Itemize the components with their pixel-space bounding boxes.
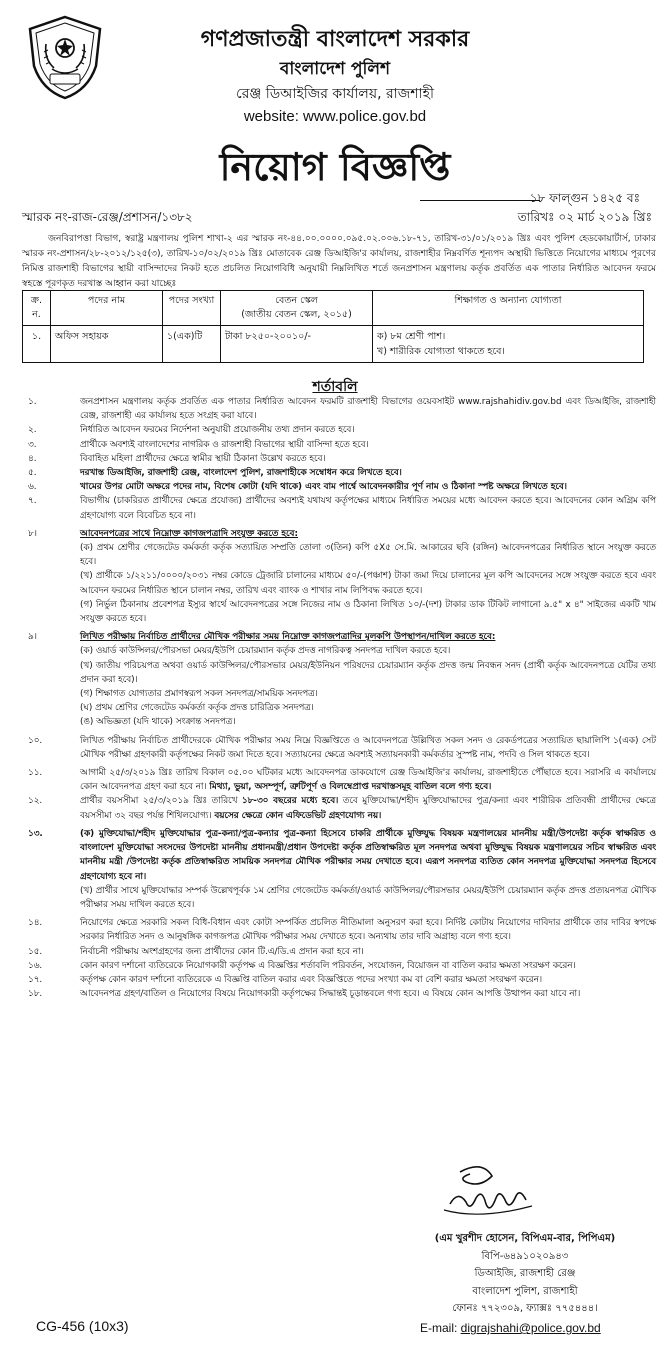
term-body (80, 794, 656, 822)
term-number: ৯। (28, 632, 37, 643)
notice-title: নিয়োগ বিজ্ঞপ্তি (219, 144, 451, 189)
term-subitem: (খ) প্রার্থীকে ১/২২১১/০০০০/২০৩১ নম্বর কোডে ট্রেজারি চালানের মাধ্যমে ৫০/-(পঞ্চাশ) টাকা জমা দিয়ে চালানের মূল কপি আবেদনের সঙ্গে সংযুক্ত করতে হবে এবং আবেদন ফরমের নির্ধারিত স্থানে চালান নম্বর, তারিখ এবং ব্যাংক ও শাখার নাম লিপিবদ্ধ করতে হবে। (80, 571, 656, 596)
cell-qualification (373, 326, 644, 363)
term-subitem: (ক) ওয়ার্ড কাউন্সিলর/পৌরসভা মেয়র/ইউপি চেয়ারম্যান কর্তৃক প্রদত্ত নাগরিকত্ব সনদপত্র দাখিল করতে হবে। (80, 646, 451, 657)
intro-paragraph: জনবিরাপত্তা বিভাগ, স্বরাষ্ট্র মন্ত্রণালয় পুলিশ শাখা-২ এর স্মারক নং-৪৪.০০.০০০০.০৯৫.০২.০০৬.১৮-৭১, তারিখ-৩১/০১/২০১৯ খ্রিঃ এবং পুলিশ হেডকোয়ার্টার্স, ঢাকার স্মারক নং-প্রশাসন/২৮-২০১২/১২৫(৩), তারিখ-১০/০২/২০১৯ খ্রিঃ মোতাবেক রেঞ্জ ডিআইজি'র কার্যালয়, রাজশাহীর নিম্নবর্ণিত শূন্যপদ অস্থায়ী ভিত্তিতে নিয়োগের মাধ্যমে পূরণের নিমিত্ত রাজশাহী বিভাগের স্থায়ী বাসিন্দাদের নিকট হতে প্রচলিত নিয়োগবিধি অনুযায়ী নিম্নলিখিত শর্তে জনপ্রশাসন মন্ত্রণালয় কর্তৃক প্রবর্তিত এক পাতার নির্ধারিত আবেদন ফরমে স্বহস্তে পূরণকৃত দরখাস্ত আহ্বান করা যাচ্ছেঃ (22, 234, 656, 289)
term-text: জনপ্রশাসন মন্ত্রণালয় কর্তৃক প্রবর্তিত এক পাতার নির্ধারিত আবেদন ফরমটি রাজশাহী বিভাগের ওয়েবসাইট www.rajshahidiv.gov.bd এবং ডিআইজি, রাজশাহী রেঞ্জ, রাজশাহী এর কার্যালয় হতে সংগ্রহ করা যাবে। (80, 397, 656, 422)
term-number: ১১. (28, 768, 43, 779)
term-number: ৭. (28, 496, 37, 507)
col-serial: ক্র. ন. (23, 291, 51, 326)
term-number: ৬. (28, 482, 37, 493)
pay-scale-sub: (জাতীয় বেতন স্কেল, ২০১৫) (241, 309, 352, 320)
signatory-designation: ডিআইজি, রাজশাহী রেঞ্জ (474, 1268, 576, 1279)
memo-number: স্মারক নং-রাজ-রেঞ্জ/প্রশাসন/১৩৮২ (22, 210, 193, 224)
qualification-item: ক) ৮ম শ্রেণী পাশ। (377, 331, 446, 342)
publication-code: CG-456 (10x3) (36, 1318, 129, 1334)
cell-pay-scale: টাকা ৮২৫০-২০০১০/- (221, 326, 373, 363)
term-body (80, 827, 656, 912)
cell-post-count: ১(এক)টি (163, 326, 221, 363)
term-item (22, 794, 656, 822)
term-text: বিভাগীয় (চাকরিরত প্রার্থীদের ক্ষেত্রে প্রযোজ্য) প্রার্থীদের অবশ্যই যথাযথ কর্তৃপক্ষের মাধ্যমে নির্ধারিত সময়ের মধ্যে আবেদন করতে হবে। আবেদনের কোন অগ্রিম কপি গ্রহণযোগ্য বলে বিবেচিত হবে না। (80, 496, 656, 521)
term-text: প্রার্থীর বয়সসীমা ২৫/৩/২০১৯ খ্রিঃ তারিখে (80, 796, 242, 807)
term-item (22, 395, 656, 423)
qualification-item: খ) শারীরিক যোগ্যতা থাকতে হবে। (377, 346, 505, 357)
term-item (22, 959, 656, 973)
term-text: তবে মুক্তিযোদ্ধা/শহীদ মুক্তিযোদ্ধাদের পুত্র/কন্যা এবং শারীরিক প্রতিবন্ধী প্রার্থীদের ক্ষেত্রে বয়সসীমা ৩২ বছর পর্যন্ত শিথিলযোগ্য। (80, 796, 656, 821)
terms-heading: শর্তাবলি (312, 379, 358, 395)
term-number: ১৭. (28, 974, 43, 985)
date-bangla: ১৮ ফাল্গুন ১৪২৫ বঃ (529, 191, 640, 205)
term-text: কোন কারণ দর্শানো ব্যতিরেকে নিয়োগকারী কর্তৃপক্ষ এ বিজ্ঞপ্তির শর্তাবলি পরিবর্তন, সংযোজন, বিয়োজন বা বাতিল করার ক্ষমতা সংরক্ষণ করেন। (80, 960, 576, 971)
term-item (22, 452, 656, 466)
term-body (80, 527, 656, 626)
term-number: ৫. (28, 468, 37, 479)
term-item (22, 987, 656, 1001)
handwritten-signature (430, 1158, 540, 1226)
term-item (22, 827, 656, 912)
term-number: ১৮. (28, 989, 43, 1000)
term-text: লিখিত পরীক্ষায় নির্বাচিত প্রার্থীদেরকে মৌখিক পরীক্ষার সময় নিম্নে বিজ্ঞপ্তিতে ও আবেদনপত্রে উল্লিখিত সকল সনদ ও রেকর্ডপত্রের সত্যায়িত ছায়ালিপি ১(এক) সেট মৌখিক পরীক্ষা গ্রহণকারী কর্তৃপক্ষের নিকট জমা দিতে হবে। সত্যায়নের ক্ষেত্রে অবশ্যই সত্যায়নকারী কর্মকর্তার সুস্পষ্ট নাম, পদবি ও সিল থাকতে হবে। (80, 735, 656, 760)
term-number: ১৫. (28, 946, 43, 957)
post-table-header (23, 291, 644, 326)
office-name: রেঞ্জ ডিআইজির কার্যালয়, রাজশাহী (236, 86, 434, 102)
term-item (22, 494, 656, 522)
term-subitem: (ঘ) প্রথম শ্রেণির গেজেটেড কর্মকর্তা কর্তৃক প্রদত্ত চারিত্রিক সনদপত্র। (80, 703, 314, 714)
term-subitem: (ক) প্রথম শ্রেণীর গেজেটেড কর্মকর্তা কর্তৃক সত্যায়িত সম্প্রতি তোলা ৩(তিন) কপি ৫X৫ সে.মি. আকারের ছবি (রঙ্গিন) আবেদনপত্রের নির্ধারিত স্থানে সংযুক্ত করতে হবে। (80, 543, 656, 568)
term-text: দরখাস্ত ডিআইজি, রাজশাহী রেঞ্জ, বাংলাদেশ পুলিশ, রাজশাহীকে সম্বোধন করে লিখতে হবে। (80, 468, 402, 479)
signatory-bp: বিপি-৬৪৯১০২০৯৪৩ (481, 1250, 569, 1262)
letterhead (12, 0, 658, 140)
post-table (22, 290, 644, 363)
term-number: ৪. (28, 453, 37, 464)
date-gregorian: তারিখঃ ০২ মার্চ ২০১৯ খ্রিঃ (517, 210, 652, 224)
term-subitem: (খ) জাতীয় পরিচয়পত্র অথবা ওয়ার্ড কাউন্সিলর/পৌরসভার মেয়র/ইউনিয়ন পরিষদের চেয়ারম্যান কর্তৃক প্রদত্ত জন্ম নিবন্ধন সনদ (প্রার্থী কর্তৃক আবেদনপত্রে যেটির তথ্য প্রদান করা হবে)। (80, 660, 656, 685)
col-post-count: পদের সংখ্যা (163, 291, 221, 326)
term-text: নির্ধারিত আবেদন ফরমের নির্দেশনা অনুযায়ী প্রয়োজনীয় তথ্য প্রদান করতে হবে। (80, 425, 355, 436)
term-subheading: আবেদনপত্রের সাথে নিম্নোক্ত কাগজপত্রাদি সংযুক্ত করতে হবে: (80, 528, 298, 539)
term-text-bold: ১৮-৩০ বছরের মধ্যে হবে। (241, 796, 339, 807)
term-subitem: (খ) প্রার্থীর সাথে মুক্তিযোদ্ধার সম্পর্ক উল্লেখপূর্বক ১ম শ্রেণির গেজেটেড কর্মকর্তা/ওয়ার্ড কাউন্সিলর/পৌরসভার মেয়র/ইউপি চেয়ারম্যান কর্তৃক প্রদত্ত প্রত্যয়নপত্র মৌখিক পরীক্ষার সময় দাখিল করতে হবে। (80, 885, 656, 910)
term-number: ১৪. (28, 918, 43, 929)
table-row (23, 326, 644, 363)
signatory-block (400, 1230, 650, 1318)
signatory-phone: ফোনঃ ৭৭২৩০৯, ফ্যাক্সঃ ৭৭৫৪৪৪। (452, 1303, 598, 1314)
col-pay-scale (221, 291, 373, 326)
cell-post-name: অফিস সহায়ক (51, 326, 163, 363)
signatory-name: (এম খুরশীদ হোসেন, বিপিএম-বার, পিপিএম) (434, 1233, 616, 1244)
term-item (22, 945, 656, 959)
term-text: আবেদনপত্র গ্রহণ/বাতিল ও নিয়োগের বিষয়ে নিয়োগকারী কর্তৃপক্ষের সিদ্ধান্তই চূড়ান্তবলে গণ্য হবে। এ বিষয়ে কোন আপত্তি উত্থাপন করা যাবে না। (80, 989, 581, 1000)
term-body (80, 766, 656, 794)
term-item (22, 766, 656, 794)
cell-serial: ১. (23, 326, 51, 363)
term-number: ১৬. (28, 960, 43, 971)
term-item (22, 527, 656, 626)
term-number: ১৩. (28, 828, 43, 839)
term-number: ২. (28, 425, 37, 436)
government-name: গণপ্রজাতন্ত্রী বাংলাদেশ সরকার (200, 27, 470, 52)
email-line (420, 1321, 601, 1335)
col-post-name: পদের নাম (51, 291, 163, 326)
date-divider (420, 200, 540, 201)
email-link[interactable]: digrajshahi@police.gov.bd (460, 1321, 601, 1335)
term-number: ১০. (28, 735, 43, 746)
term-text: বিবাহিত মহিলা প্রার্থীদের ক্ষেত্রে স্বামীর স্থায়ী ঠিকানা উল্লেখ করতে হবে। (80, 453, 326, 464)
term-text: নিয়োগের ক্ষেত্রে সরকারি সকল বিধি-বিধান এবং কোটা সম্পর্কিত প্রচলিত নীতিমালা অনুসরণ করা হবে। নির্দিষ্ট কোটায় নিয়োগের দাবিদার প্রার্থীকে তার দাবির স্বপক্ষে সরকার নির্ধারিত সনদ ও আনুষঙ্গিক কাগজপত্র মৌখিক পরীক্ষার সময় দেখাতে হবে। অন্যথায় তার দাবি অগ্রাহ্য বলে গণ্য হবে। (80, 918, 656, 943)
email-label: E-mail: (420, 1321, 461, 1335)
term-item (22, 734, 656, 762)
website[interactable]: website: www.police.gov.bd (243, 108, 427, 125)
term-item (22, 630, 656, 729)
term-number: ১২. (28, 796, 43, 807)
term-subheading: লিখিত পরীক্ষায় নির্বাচিত প্রার্থীদের মৌখিক পরীক্ষার সময় নিম্নোক্ত কাগজপত্রাদির মূলকপি উপস্থাপন/দাখিল করতে হবে: (80, 632, 496, 643)
term-item (22, 438, 656, 452)
pay-scale-label: বেতন স্কেল (275, 295, 318, 306)
department-name: বাংলাদেশ পুলিশ (279, 59, 391, 79)
signatory-org: বাংলাদেশ পুলিশ, রাজশাহী (472, 1285, 578, 1297)
term-text-bold: বয়সের ক্ষেত্রে কোন এফিডেভিট গ্রহণযোগ্য নয়। (214, 810, 382, 821)
term-body (80, 630, 656, 729)
term-text: প্রার্থীকে অবশ্যই বাংলাদেশের নাগরিক ও রাজশাহী বিভাগের স্থায়ী বাসিন্দা হতে হবে। (80, 439, 369, 450)
term-text: নির্বাচনী পরীক্ষায় অংশগ্রহণের জন্য প্রার্থীদের কোন টি.এ/ডি.এ প্রদান করা হবে না। (80, 946, 364, 957)
term-text-bold: মিথ্যা, ভুয়া, অসম্পূর্ণ, ত্রুটিপূর্ণ ও বিলম্বেপ্রাপ্ত দরখাস্তসমূহ বাতিল বলে গণ্য হবে। (209, 782, 492, 793)
term-text: খামের উপর মোটা অক্ষরে পদের নাম, বিশেষ কোটা (যদি থাকে) এবং বাম পার্শ্বে আবেদনকারীর পূর্ণ নাম ও ঠিকানা স্পষ্ট অক্ষরে লিখতে হবে। (80, 482, 567, 493)
term-item (22, 466, 656, 480)
term-text: কর্তৃপক্ষ কোন কারণ দর্শানো ব্যতিরেকে এ বিজ্ঞপ্তি বাতিল করার এবং বিজ্ঞপ্তিতে পদের সংখ্যা কম বা বেশি করার ক্ষমতা সংরক্ষণ করেন। (80, 974, 543, 985)
term-text: আগামী ২৫/৩/২০১৯ খ্রিঃ তারিখ বিকাল ০৫.০০ ঘটিকার মধ্যে আবেদনপত্র ডাকযোগে রেঞ্জ ডিআইজি'র কার্যালয়, রাজশাহীতে পৌঁছাতে হবে। সরাসরি এ কার্যালয়ে কোন আবেদনপত্র গ্রহণ করা হবে না। (80, 768, 656, 793)
term-item (22, 916, 656, 944)
term-number: ১. (28, 397, 37, 407)
terms-list (22, 395, 656, 1001)
term-item (22, 480, 656, 494)
term-subitem: (গ) শিক্ষাগত যোগ্যতার প্রমাণস্বরূপ সকল সনদপত্র/সাময়িক সনদপত্র। (80, 689, 318, 700)
term-number: ৮। (28, 528, 37, 539)
col-qualification: শিক্ষাগত ও অন্যান্য যোগ্যতা (373, 291, 644, 326)
term-subitem: (গ) নির্ভুল ঠিকানায় প্রবেশপত্র ইস্যুর স্বার্থে আবেদনপত্রের সঙ্গে নিজের নাম ও ঠিকানা লিখিত ১০/-(দশ) টাকার ডাক টিকিট লাগানো ৯.৫" x ৪" সাইজের একটি খাম সংযুক্ত করতে হবে। (80, 599, 656, 625)
term-number: ৩. (28, 439, 37, 450)
term-item (22, 973, 656, 987)
term-subitem: (ঙ) অভিজ্ঞতা (যদি থাকে) সংক্রান্ত সনদপত্র। (80, 717, 236, 728)
term-subitem: (ক) মুক্তিযোদ্ধা/শহীদ মুক্তিযোদ্ধার পুত্র-কন্যা/পুত্র-কন্যার পুত্র-কন্যা হিসেবে চাকরি প্রার্থীকে মুক্তিযুদ্ধ বিষয়ক মন্ত্রণালয়ের মাননীয় মন্ত্রী/উপদেষ্টা কর্তৃক স্বাক্ষরিত ও বাংলাদেশ মুক্তিযোদ্ধা সংসদের উপদেষ্টা মাননীয় প্রধানমন্ত্রী/প্রধান উপদেষ্টা কর্তৃক প্রতিস্বাক্ষরিত মূল সনদপত্র অথবা মুক্তিযুদ্ধ বিষয়ক মন্ত্রণালয়ের সচিব স্বাক্ষরিত এবং মাননীয় মন্ত্রী /উপদেষ্টা কর্তৃক প্রতিস্বাক্ষরিত সাময়িক সনদপত্র মৌখিক পরীক্ষার সময় দেখাতে হবে। এরূপ সনদপত্র ব্যতিত কোন সনদপত্র মুক্তিযোদ্ধা সনদপত্র হিসেবে গ্রহণযোগ্য হবে না। (80, 828, 656, 882)
term-item (22, 423, 656, 437)
